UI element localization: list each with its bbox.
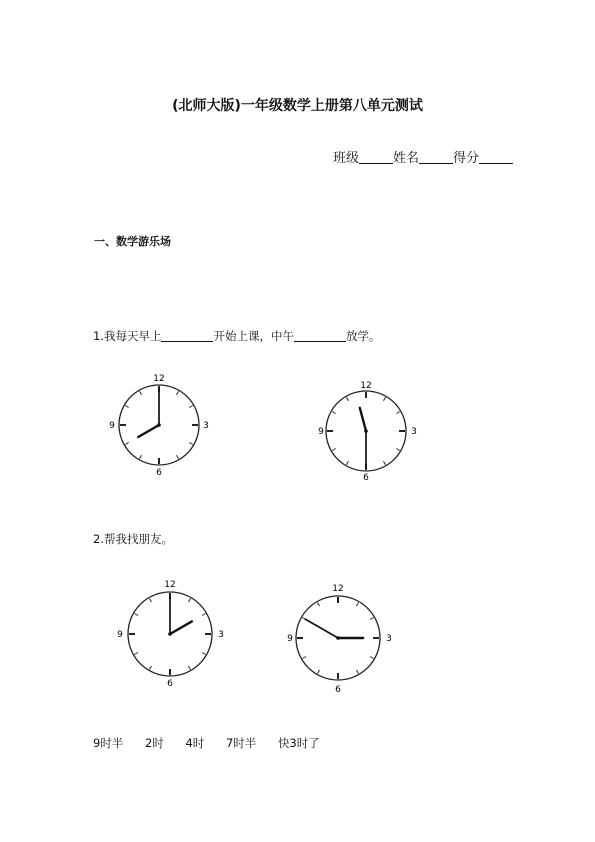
answer-option[interactable]: 9时半 [93, 736, 124, 750]
clock-tick [134, 653, 137, 655]
clock-tick [396, 412, 399, 414]
clock-center [168, 632, 172, 636]
clock-tick [134, 614, 137, 616]
clock-number-3: 3 [386, 634, 392, 644]
clock-4 [281, 578, 401, 696]
name-blank[interactable] [419, 151, 453, 164]
answer-options [93, 735, 320, 751]
clock-tick [357, 602, 359, 605]
clock-number-6: 6 [363, 473, 369, 483]
clock-tick [302, 657, 305, 659]
score-blank[interactable] [479, 151, 513, 164]
hour-hand [138, 425, 159, 437]
name-label: 姓名 [393, 151, 420, 166]
question-2: 2.帮我找朋友。 [93, 532, 173, 546]
clock-tick [150, 598, 152, 601]
page-title: (北师大版)一年级数学上册第八单元测试 [172, 98, 423, 114]
clock-tick [177, 455, 179, 458]
hour-hand [360, 408, 366, 431]
clock-number-9: 9 [109, 421, 115, 431]
clock-number-3: 3 [203, 421, 209, 431]
q1-blank-2[interactable] [294, 329, 346, 342]
answer-option[interactable]: 4时 [185, 736, 205, 750]
clock-tick [189, 666, 191, 669]
clock-tick [318, 670, 320, 673]
q1-text-b: 开始上课，中午 [213, 329, 294, 343]
clock-number-9: 9 [287, 634, 293, 644]
clock-number-6: 6 [167, 679, 173, 689]
clock-tick [177, 391, 179, 394]
minute-hand [305, 619, 338, 638]
clock-tick [332, 449, 335, 451]
clock-number-12: 12 [153, 374, 165, 384]
clock-tick [140, 391, 142, 394]
student-info-line [333, 147, 513, 166]
clock-1 [108, 367, 218, 482]
q1-text-c: 放学。 [345, 329, 381, 343]
class-label: 班级 [333, 151, 360, 166]
clock-number-6: 6 [335, 685, 341, 695]
q1-text-a: 1.我每天早上 [93, 329, 162, 343]
clock-tick [396, 449, 399, 451]
clock-center [157, 423, 161, 427]
clock-tick [189, 443, 192, 445]
clock-tick [150, 666, 152, 669]
clock-number-3: 3 [411, 427, 417, 437]
clock-number-12: 12 [164, 580, 176, 590]
clock-number-12: 12 [360, 381, 372, 391]
clock-tick [370, 618, 373, 620]
clock-tick [202, 614, 205, 616]
clock-3 [112, 576, 232, 694]
clock-number-9: 9 [318, 427, 324, 437]
clock-center [364, 429, 368, 433]
clock-tick [370, 657, 373, 659]
clock-tick [125, 406, 128, 408]
answer-option[interactable]: 7时半 [225, 736, 257, 750]
clock-tick [189, 406, 192, 408]
clock-tick [332, 412, 335, 414]
clock-tick [384, 397, 386, 400]
clock-tick [384, 461, 386, 464]
clock-number-12: 12 [332, 584, 344, 594]
clock-number-9: 9 [117, 630, 123, 640]
clock-2 [315, 375, 425, 490]
clock-tick [140, 455, 142, 458]
clock-tick [347, 461, 349, 464]
clock-tick [318, 602, 320, 605]
clock-tick [189, 598, 191, 601]
clock-tick [125, 443, 128, 445]
clock-number-6: 6 [156, 468, 162, 478]
clock-center [336, 636, 340, 640]
clock-tick [357, 670, 359, 673]
section-heading: 一、数学游乐场 [94, 235, 171, 248]
q1-blank-1[interactable] [161, 329, 213, 342]
score-label: 得分 [453, 151, 480, 166]
clock-tick [202, 653, 205, 655]
answer-option[interactable]: 快3时了 [277, 736, 320, 750]
class-blank[interactable] [359, 151, 393, 164]
clock-number-3: 3 [218, 630, 224, 640]
question-1 [93, 328, 380, 344]
hour-hand [170, 621, 192, 634]
answer-option[interactable]: 2时 [144, 736, 164, 750]
clock-tick [347, 397, 349, 400]
